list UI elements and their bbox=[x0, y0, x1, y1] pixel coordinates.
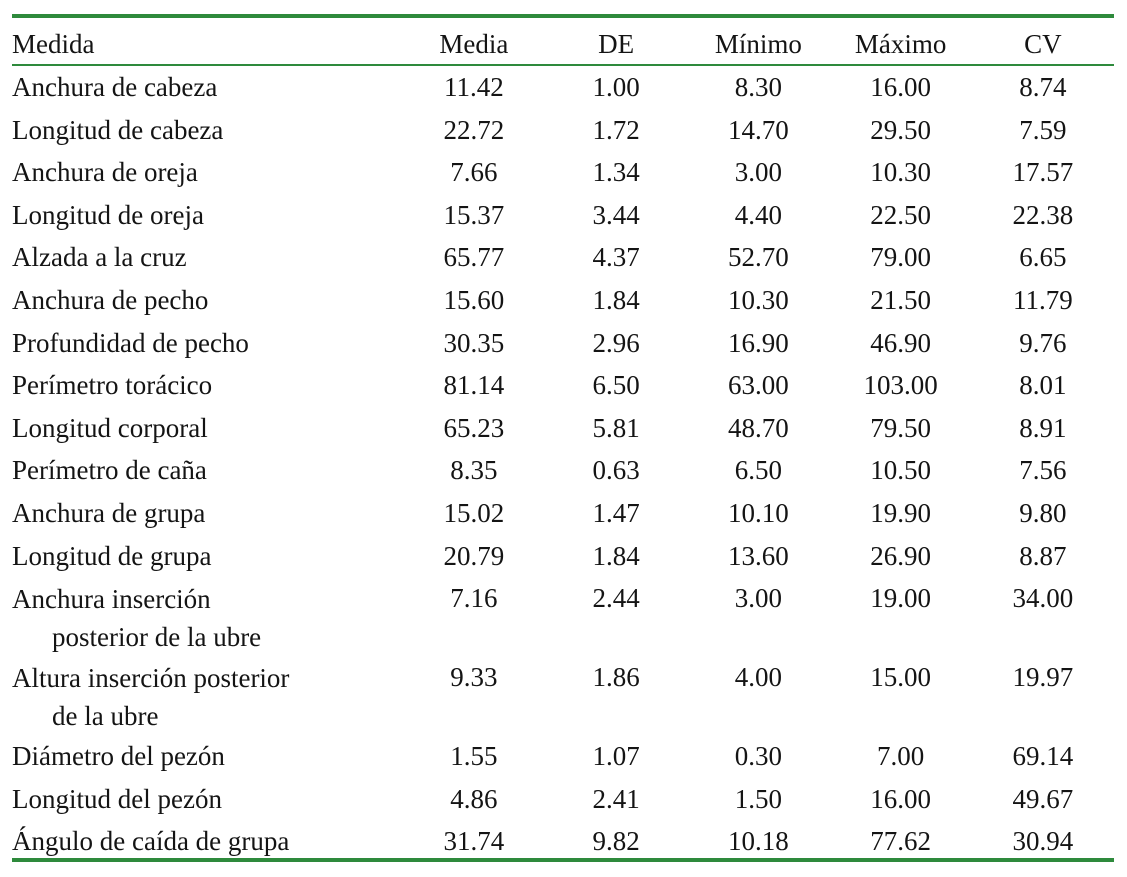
row-sd: 1.34 bbox=[592, 157, 640, 188]
row-name: Profundidad de pecho bbox=[12, 327, 249, 358]
row-mean: 65.23 bbox=[443, 412, 505, 443]
row-min: 10.30 bbox=[727, 284, 789, 315]
row-cv: 7.56 bbox=[1019, 455, 1067, 486]
row-mean: 65.77 bbox=[443, 242, 505, 273]
row-cv: 30.94 bbox=[1012, 826, 1074, 857]
row-cv: 11.79 bbox=[1012, 284, 1073, 315]
row-name: Anchura de oreja bbox=[12, 157, 198, 188]
row-cv: 49.67 bbox=[1012, 783, 1074, 814]
row-max: 10.50 bbox=[870, 455, 931, 486]
row-cv: 8.74 bbox=[1019, 72, 1067, 102]
row-sd: 3.44 bbox=[592, 199, 640, 230]
row-cv: 22.38 bbox=[1012, 199, 1074, 230]
row-cv: 7.59 bbox=[1019, 114, 1067, 145]
table-row bbox=[12, 322, 1114, 365]
row-max: 21.50 bbox=[870, 284, 931, 315]
table-top-rule bbox=[12, 14, 1114, 18]
row-name-line1: Altura inserción posterior bbox=[12, 663, 290, 694]
header-min: Mínimo bbox=[714, 29, 802, 59]
table-row bbox=[12, 820, 1114, 863]
row-max: 7.00 bbox=[876, 741, 925, 772]
table-row bbox=[12, 66, 1114, 109]
row-sd: 2.41 bbox=[592, 783, 640, 814]
row-cv: 6.65 bbox=[1019, 242, 1067, 273]
row-name: Perímetro de caña bbox=[12, 455, 207, 486]
table-row bbox=[12, 535, 1114, 578]
row-cv: 9.80 bbox=[1019, 497, 1067, 528]
header-cv: CV bbox=[1024, 29, 1062, 59]
header-mean: Media bbox=[439, 29, 509, 59]
row-max: 10.30 bbox=[870, 157, 931, 188]
row-cv: 8.91 bbox=[1019, 412, 1067, 443]
header-max: Máximo bbox=[854, 29, 947, 59]
row-min: 0.30 bbox=[734, 741, 782, 772]
row-mean: 8.35 bbox=[450, 455, 498, 486]
row-max: 79.00 bbox=[870, 242, 931, 273]
row-name: Diámetro del pezón bbox=[12, 741, 225, 772]
row-name: Longitud de grupa bbox=[12, 540, 212, 571]
row-max: 22.50 bbox=[870, 199, 931, 230]
row-max: 16.00 bbox=[870, 783, 931, 814]
row-min: 8.30 bbox=[734, 72, 782, 102]
row-max: 26.90 bbox=[870, 540, 931, 571]
row-max: 15.00 bbox=[870, 662, 931, 693]
row-max: 77.62 bbox=[870, 826, 931, 857]
header-sd: DE bbox=[598, 29, 635, 59]
table-row bbox=[12, 656, 1114, 735]
row-max: 103.00 bbox=[863, 370, 938, 401]
row-sd: 9.82 bbox=[592, 826, 640, 857]
row-min: 14.70 bbox=[727, 114, 789, 145]
row-name-line1: Anchura inserción bbox=[12, 584, 211, 615]
row-cv: 34.00 bbox=[1012, 583, 1074, 614]
row-cv: 8.01 bbox=[1019, 370, 1067, 401]
row-min: 4.00 bbox=[734, 662, 782, 693]
row-sd: 1.86 bbox=[592, 662, 640, 693]
row-min: 48.70 bbox=[727, 412, 789, 443]
row-name bbox=[12, 656, 403, 735]
row-name-line2: posterior de la ubre bbox=[52, 622, 262, 653]
row-sd: 1.00 bbox=[592, 72, 640, 102]
row-max: 79.50 bbox=[870, 412, 931, 443]
row-max: 46.90 bbox=[870, 327, 931, 358]
row-name-text bbox=[12, 656, 352, 735]
table-row bbox=[12, 778, 1114, 821]
row-mean: 81.14 bbox=[443, 370, 505, 401]
row-sd: 0.63 bbox=[592, 455, 640, 486]
row-sd: 5.81 bbox=[592, 412, 640, 443]
row-mean: 4.86 bbox=[450, 783, 498, 814]
row-mean: 15.60 bbox=[443, 284, 505, 315]
row-min: 16.90 bbox=[727, 327, 789, 358]
row-mean: 22.72 bbox=[443, 114, 505, 145]
row-name bbox=[12, 577, 403, 656]
row-mean: 15.02 bbox=[443, 497, 505, 528]
row-name: Anchura de cabeza bbox=[12, 72, 218, 102]
row-cv: 8.87 bbox=[1019, 540, 1067, 571]
table-row bbox=[12, 364, 1114, 407]
row-mean: 9.33 bbox=[450, 662, 498, 693]
table-row bbox=[12, 194, 1114, 237]
row-cv: 17.57 bbox=[1012, 157, 1074, 188]
table-row bbox=[12, 151, 1114, 194]
row-sd: 1.72 bbox=[592, 114, 640, 145]
row-cv: 69.14 bbox=[1012, 741, 1074, 772]
table-row bbox=[12, 492, 1114, 535]
row-min: 13.60 bbox=[727, 540, 789, 571]
row-max: 19.90 bbox=[870, 497, 931, 528]
row-name: Anchura de pecho bbox=[12, 284, 209, 315]
row-max: 19.00 bbox=[870, 583, 931, 614]
table-row bbox=[12, 279, 1114, 322]
table-row bbox=[12, 735, 1114, 778]
row-sd: 2.96 bbox=[592, 327, 640, 358]
statistics-table bbox=[12, 22, 1114, 863]
row-name: Longitud corporal bbox=[12, 412, 208, 443]
row-mean: 11.42 bbox=[443, 72, 504, 102]
row-mean: 15.37 bbox=[443, 199, 505, 230]
row-name: Ángulo de caída de grupa bbox=[12, 826, 290, 857]
row-sd: 1.84 bbox=[592, 540, 640, 571]
row-name-line2: de la ubre bbox=[52, 701, 159, 732]
row-sd: 1.84 bbox=[592, 284, 640, 315]
row-mean: 7.16 bbox=[450, 583, 498, 614]
row-min: 10.18 bbox=[727, 826, 789, 857]
row-sd: 4.37 bbox=[592, 242, 640, 273]
row-name: Longitud del pezón bbox=[12, 783, 222, 814]
row-mean: 31.74 bbox=[443, 826, 505, 857]
table-row bbox=[12, 109, 1114, 152]
row-name-text bbox=[12, 577, 352, 656]
row-mean: 1.55 bbox=[450, 741, 498, 772]
table-row bbox=[12, 407, 1114, 450]
row-name: Anchura de grupa bbox=[12, 497, 206, 528]
row-min: 52.70 bbox=[727, 242, 789, 273]
row-cv: 19.97 bbox=[1012, 662, 1074, 693]
table-row bbox=[12, 449, 1114, 492]
row-min: 63.00 bbox=[727, 370, 789, 401]
row-sd: 6.50 bbox=[592, 370, 640, 401]
row-max: 29.50 bbox=[870, 114, 931, 145]
row-name: Longitud de oreja bbox=[12, 199, 204, 230]
row-min: 4.40 bbox=[734, 199, 782, 230]
row-mean: 30.35 bbox=[443, 327, 505, 358]
row-mean: 20.79 bbox=[443, 540, 505, 571]
header-measure: Medida bbox=[12, 29, 95, 59]
row-sd: 1.07 bbox=[592, 741, 640, 772]
row-sd: 2.44 bbox=[592, 583, 640, 614]
row-cv: 9.76 bbox=[1019, 327, 1067, 358]
row-min: 3.00 bbox=[734, 157, 782, 188]
row-sd: 1.47 bbox=[592, 497, 640, 528]
row-min: 6.50 bbox=[734, 455, 782, 486]
row-min: 1.50 bbox=[734, 783, 782, 814]
row-min: 10.10 bbox=[727, 497, 789, 528]
row-mean: 7.66 bbox=[450, 157, 498, 188]
table-header-row bbox=[12, 22, 1114, 66]
row-name: Longitud de cabeza bbox=[12, 114, 224, 145]
table-row bbox=[12, 577, 1114, 656]
row-name: Perímetro torácico bbox=[12, 370, 213, 401]
row-name: Alzada a la cruz bbox=[12, 242, 187, 273]
row-min: 3.00 bbox=[734, 583, 782, 614]
row-max: 16.00 bbox=[870, 72, 931, 102]
table-row bbox=[12, 236, 1114, 279]
